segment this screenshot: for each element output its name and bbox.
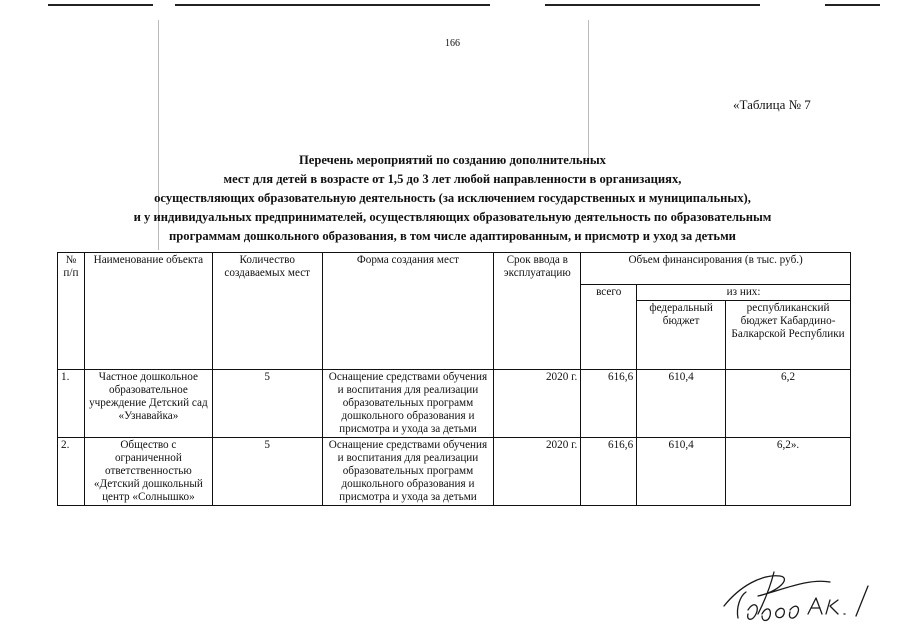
cell-num: 2. xyxy=(58,438,85,506)
header-federal: федеральный бюджет xyxy=(637,301,726,370)
cell-republic: 6,2 xyxy=(726,370,851,438)
handwritten-signature xyxy=(712,566,882,634)
cell-name: Частное дошкольное образовательное учреждение Детский сад «Узнавайка» xyxy=(84,370,212,438)
scan-edge-line xyxy=(48,4,153,6)
scan-edge-line xyxy=(545,4,760,6)
title-line: программам дошкольного образования, в том числе адаптированным, и присмотр и уход за детьми xyxy=(169,229,736,243)
table-reference: «Таблица № 7 xyxy=(733,97,811,112)
header-funding: Объем финансирования (в тыс. руб.) xyxy=(581,253,851,285)
header-count: Количество создаваемых мест xyxy=(212,253,322,370)
cell-num: 1. xyxy=(58,370,85,438)
title-line: мест для детей в возрасте от 1,5 до 3 лет любой направленности в организациях, xyxy=(223,172,682,186)
header-num: № п/п xyxy=(58,253,85,370)
cell-term: 2020 г. xyxy=(494,438,581,506)
table-header-row xyxy=(58,253,851,285)
header-form: Форма создания мест xyxy=(322,253,494,370)
cell-total: 616,6 xyxy=(581,438,637,506)
title-line: Перечень мероприятий по созданию дополнительных xyxy=(299,153,606,167)
table-row xyxy=(58,370,851,438)
document-title xyxy=(40,151,865,246)
cell-federal: 610,4 xyxy=(637,370,726,438)
scan-edge-line xyxy=(825,4,880,6)
funding-table xyxy=(57,252,851,506)
cell-form: Оснащение средствами обучения и воспитания для реализации образовательных программ дошкольного образования и присмотра и ухода за детьми xyxy=(322,438,494,506)
header-term: Срок ввода в эксплуатацию xyxy=(494,253,581,370)
cell-form: Оснащение средствами обучения и воспитания для реализации образовательных программ дошкольного образования и присмотра и ухода за детьми xyxy=(322,370,494,438)
header-of-which: из них: xyxy=(637,285,851,301)
signature-drawing xyxy=(712,566,882,634)
cell-term: 2020 г. xyxy=(494,370,581,438)
cell-count: 5 xyxy=(212,438,322,506)
title-line: и у индивидуальных предпринимателей, осуществляющих образовательную деятельность по образовательным xyxy=(133,210,772,224)
header-name: Наименование объекта xyxy=(84,253,212,370)
cell-name: Общество с ограниченной ответственностью «Детский дошкольный центр «Солнышко» xyxy=(84,438,212,506)
cell-total: 616,6 xyxy=(581,370,637,438)
cell-federal: 610,4 xyxy=(637,438,726,506)
header-total: всего xyxy=(581,285,637,370)
page-number: 166 xyxy=(445,38,460,49)
header-republic: республиканский бюджет Кабардино-Балкарской Республики xyxy=(726,301,851,370)
title-line: осуществляющих образовательную деятельность (за исключением государственных и муниципальных), xyxy=(154,191,751,205)
scan-edge-line xyxy=(175,4,490,6)
table-row xyxy=(58,438,851,506)
cell-republic: 6,2». xyxy=(726,438,851,506)
cell-count: 5 xyxy=(212,370,322,438)
